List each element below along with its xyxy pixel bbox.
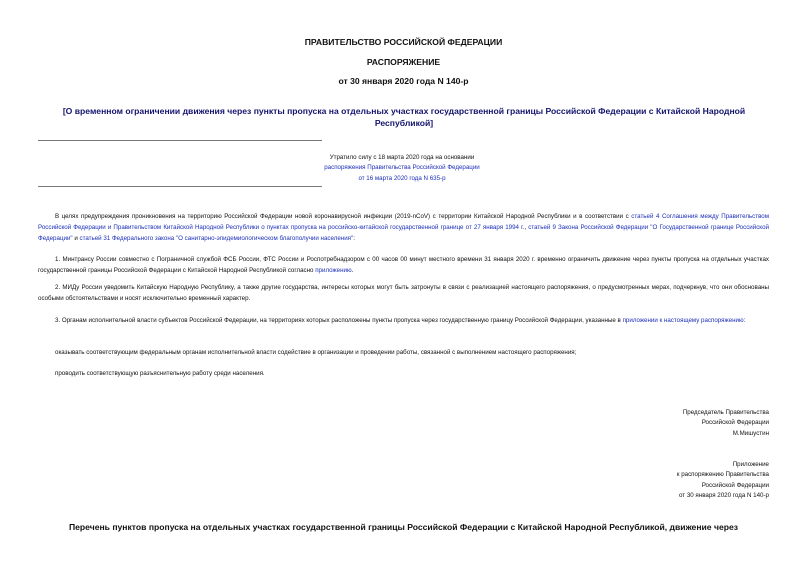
clause-3-text-b: :	[743, 317, 746, 324]
document-type-heading: РАСПОРЯЖЕНИЕ	[366, 57, 441, 67]
appendix-label: Приложение	[732, 461, 769, 468]
document-title: [О временном ограничении движения через пункты пропуска на отдельных участках государственной границы Российской Федерации с Китайской Народной Республикой]	[62, 106, 746, 128]
appendix-ref-3: от 30 января 2020 года N 140-р	[678, 492, 769, 500]
appendix-ref-2: Российской Федерации	[701, 481, 769, 489]
clause-3-text-a: 3. Органам исполнительной власти субъектов Российской Федерации, на территориях которых расположены пункты пропуска через государственную границу Российской Федерации, указанные в	[55, 317, 623, 324]
link-sanitary-law-article-31[interactable]: статьей 31 Федерального закона "О санитарно-эпидемиологическом благополучии населения"	[79, 235, 354, 242]
link-appendix-to-decree[interactable]: приложении к настоящему распоряжению	[622, 317, 744, 324]
clause-3-item-1: оказывать соответствующим федеральным органам исполнительной власти содействие в организации и проведении работы, связанной с выполнением настоящего распоряжения;	[55, 349, 577, 356]
preamble-text-c: и	[72, 235, 80, 242]
signature-block	[509, 408, 769, 439]
divider-top	[38, 140, 322, 141]
link-agreement-article-4[interactable]: статьей 4 Соглашения между Правительством Российской Федерации и Правительством Китайской Народной Республики о пунктах пропуска на российско-китайской государственной границе от 27 января 1994 г.	[38, 213, 769, 231]
preamble-text-d: :	[353, 235, 355, 242]
status-link-date[interactable]: от 16 марта 2020 года N 635-р	[358, 174, 446, 182]
signature-position: Председатель Правительства	[682, 409, 769, 416]
status-link-decree[interactable]: распоряжения Правительства Российской Федерации	[324, 164, 480, 172]
government-heading: ПРАВИТЕЛЬСТВО РОССИЙСКОЙ ФЕДЕРАЦИИ	[304, 37, 503, 47]
signature-country: Российской Федерации	[701, 419, 769, 427]
appendix-ref-1: к распоряжению Правительства	[676, 471, 769, 479]
clause-3-item-2: проводить соответствующую разъяснительную работу среди населения.	[55, 370, 265, 377]
appendix-block	[509, 460, 769, 502]
preamble-text-b: ,	[524, 224, 529, 231]
signature-name: М.Мишустин	[732, 429, 769, 437]
clause-1-text-b: .	[351, 267, 354, 274]
clause-1-text-a: 1. Минтрансу России совместно с Пограничной службой ФСБ России, ФТС России и Роспотребнадзором с 00 часов 00 минут местного времени 31 января 2020 г. временно ограничить движение через пункты пропуска на отдельных участках государственной границы Российской Федерации с Китайской Народной Республикой согласно	[38, 256, 769, 274]
document-date-number: от 30 января 2020 года N 140-р	[338, 76, 469, 86]
divider-bottom	[38, 186, 322, 187]
checkpoint-list-title: Перечень пунктов пропуска на отдельных участках государственной границы Российской Федерации с Китайской Народной Республикой, движение через	[68, 522, 739, 532]
status-note-text: Утратило силу с 18 марта 2020 года на основании	[329, 154, 475, 161]
status-note	[290, 153, 514, 184]
clause-1-paragraph	[38, 254, 769, 276]
link-appendix[interactable]: приложению	[315, 267, 352, 274]
preamble-text-a: В целях предупреждения проникновения на территорию Российской Федерации новой коронавирусной инфекции (2019-nCoV) с территории Китайской Народной Республики и в соответствии с	[55, 213, 632, 220]
preamble-paragraph	[38, 211, 769, 244]
link-border-law-article-9[interactable]: статьей 9 Закона Российской Федерации "О Государственной границе Российской Федерации"	[38, 224, 769, 242]
clause-3-paragraph	[38, 315, 769, 326]
clause-2-paragraph: 2. МИДу России уведомить Китайскую Народную Республику, а также другие государства, интересы которых могут быть затронуты в связи с реализацией настоящего распоряжения, о предусмотренных мерах, подчеркнув, что они обоснованы особыми обстоятельствами и носят исключительно временный характер.	[38, 284, 769, 302]
